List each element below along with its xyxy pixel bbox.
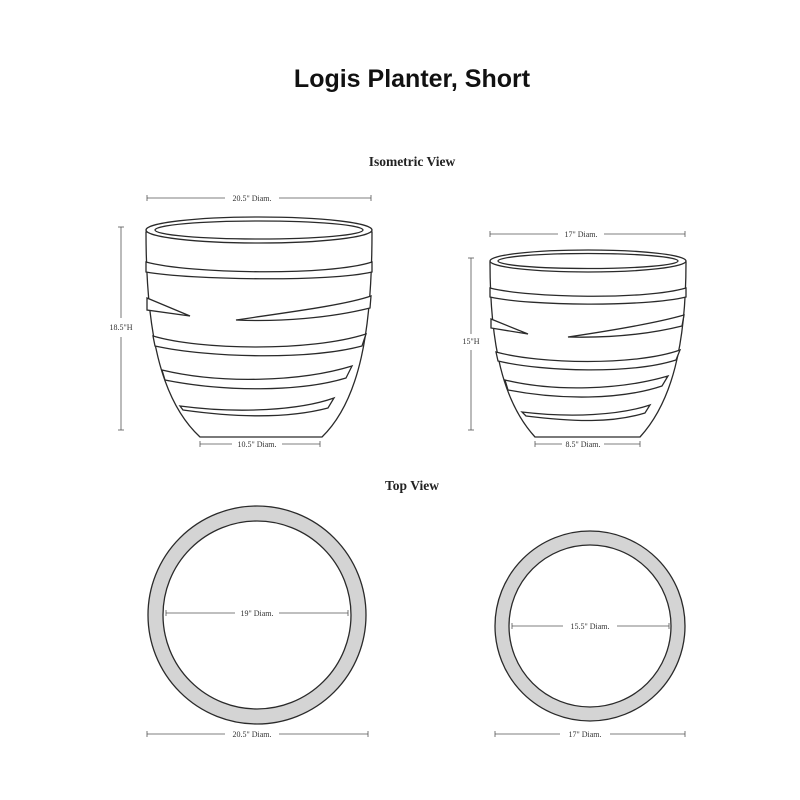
large-outer-diameter-label: 20.5" Diam.: [232, 730, 272, 739]
small-top-diameter-label: 17" Diam.: [564, 230, 598, 239]
large-height-label: 18.5"H: [109, 323, 133, 332]
small-height-dimension: [462, 258, 479, 430]
small-outer-diameter-label: 17" Diam.: [568, 730, 602, 739]
small-inner-diameter-label: 15.5" Diam.: [570, 622, 610, 631]
top-view-heading: Top View: [385, 478, 439, 493]
large-planter-top-view: [147, 506, 368, 739]
large-planter-isometric: [109, 194, 372, 449]
large-base-diameter-dimension: [200, 440, 320, 449]
small-height-label: 15"H: [462, 337, 480, 346]
small-planter-inner-rim: [498, 254, 678, 269]
large-top-diameter-dimension: [147, 194, 371, 203]
small-planter-body: [490, 262, 686, 437]
large-outer-diameter-dimension: [147, 730, 368, 739]
large-planter-inner-rim: [155, 221, 363, 239]
large-height-dimension: [109, 227, 132, 430]
small-planter-isometric: [462, 230, 686, 449]
large-top-diameter-label: 20.5" Diam.: [232, 194, 272, 203]
small-outer-diameter-dimension: [495, 730, 685, 739]
large-base-diameter-label: 10.5" Diam.: [237, 440, 277, 449]
small-planter-top-view: [495, 531, 685, 739]
drawing-title: Logis Planter, Short: [293, 65, 531, 93]
isometric-view-heading: Isometric View: [368, 154, 456, 169]
small-top-diameter-dimension: [490, 230, 685, 239]
small-base-diameter-label: 8.5" Diam.: [565, 440, 601, 449]
large-inner-diameter-label: 19" Diam.: [240, 609, 274, 618]
small-base-diameter-dimension: [535, 440, 640, 449]
